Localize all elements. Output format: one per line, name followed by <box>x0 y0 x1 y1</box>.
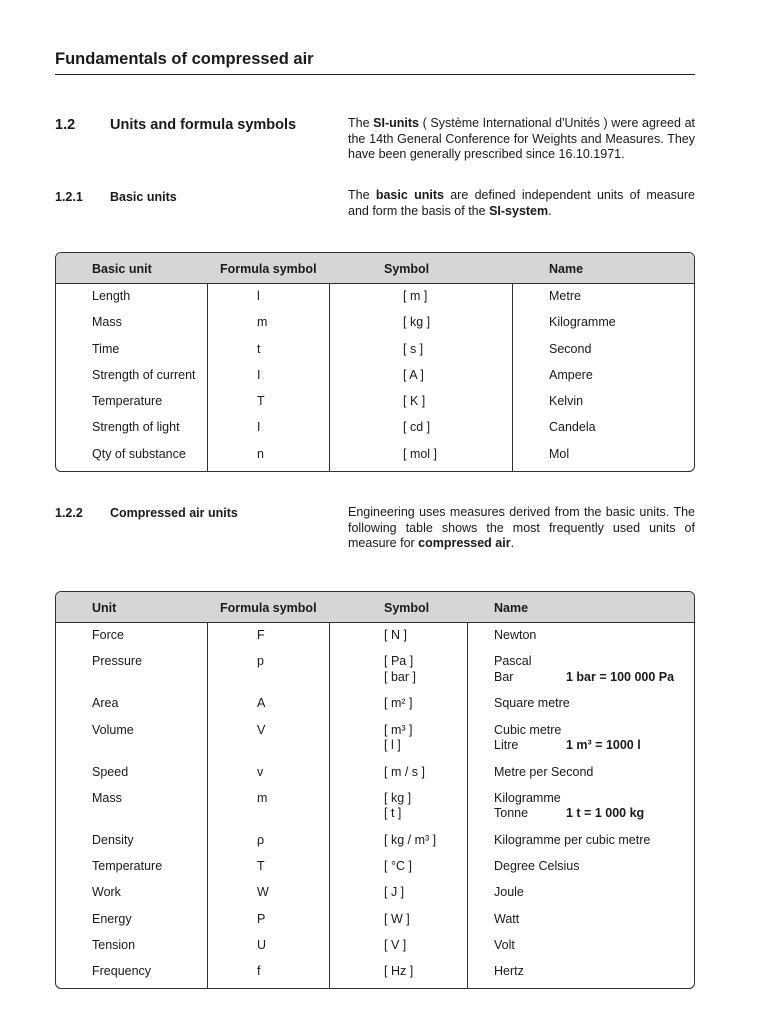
table-cell: Newton <box>494 628 537 642</box>
bold-term: SI-units <box>373 116 420 130</box>
table-row <box>56 718 694 760</box>
text: Engineering uses measures derived from the basic units. The following table shows the most frequently used units of measure for <box>348 505 695 550</box>
table-row <box>56 691 694 717</box>
conversion-note: 1 bar = 100 000 Pa <box>566 669 675 684</box>
table-cell: Ampere <box>549 367 593 382</box>
table-cell: Cubic metre <box>494 722 562 737</box>
table-cell: Temperature <box>92 394 163 409</box>
table-cell: p <box>257 654 264 669</box>
table-row <box>56 760 694 786</box>
text: The <box>348 188 376 202</box>
table-header <box>56 592 694 623</box>
table-cell: [ W ] <box>384 911 410 926</box>
conversion-note: 1 t = 1 000 kg <box>566 806 645 821</box>
bold-term: SI-system <box>489 203 549 218</box>
table-cell: Strength of current <box>92 367 196 382</box>
table-cell: Length <box>92 289 131 303</box>
table-cell: [ A ] <box>403 367 424 382</box>
si-units-paragraph <box>348 116 695 163</box>
text: ( Système International d'Unités ) were agreed at the 14th General Conference for Weights and Measures. They have been generally prescribed since 16.10.1971. <box>348 116 695 161</box>
table-cell: P <box>257 911 266 926</box>
section-title: Units and formula symbols <box>110 117 297 133</box>
table-cell: Volume <box>92 722 134 737</box>
table-cell: Temperature <box>92 859 163 874</box>
table-row <box>56 933 694 959</box>
table-cell: Bar <box>494 669 514 684</box>
table-body <box>56 284 694 468</box>
table-row <box>56 442 694 468</box>
table-row <box>56 649 694 691</box>
table-cell: Tension <box>92 938 136 953</box>
table-cell: [ J ] <box>384 885 405 900</box>
conversion-note: 1 m³ = 1000 l <box>566 738 641 753</box>
table-cell: Second <box>549 341 592 356</box>
column-header: Formula symbol <box>220 601 317 615</box>
table-row <box>56 959 694 985</box>
table-row <box>56 786 694 828</box>
subsection-number: 1.2.2 <box>55 506 83 520</box>
compressed-air-units-table <box>55 591 695 989</box>
basic-units-table <box>55 252 695 472</box>
table-row <box>56 880 694 906</box>
table-cell: Time <box>92 341 120 356</box>
table-cell: Energy <box>92 911 132 926</box>
table-row <box>56 389 694 415</box>
table-cell: Joule <box>494 885 524 900</box>
table-cell: Tonne <box>494 806 529 821</box>
table-cell: Mass <box>92 790 122 805</box>
text: The <box>348 116 374 130</box>
title-rule <box>55 74 695 75</box>
table-cell: T <box>257 394 265 409</box>
table-cell: [ Pa ] <box>384 654 414 669</box>
table-cell: Kilogramme per cubic metre <box>494 832 651 847</box>
table-cell: m <box>257 315 268 330</box>
table-cell: [ kg / m³ ] <box>384 832 437 847</box>
table-cell: Watt <box>494 911 520 926</box>
table-cell: Hertz <box>494 964 524 979</box>
table-cell: [ m² ] <box>384 696 413 711</box>
table-cell: [ kg ] <box>403 315 431 330</box>
table-cell: I <box>257 367 261 382</box>
table-cell: f <box>257 964 261 979</box>
table-cell: T <box>257 859 265 874</box>
table-cell: Volt <box>494 938 515 953</box>
column-header: Formula symbol <box>220 262 317 276</box>
column-header: Name <box>494 601 529 615</box>
table-cell: Kilogramme <box>549 315 616 330</box>
table-cell: [ bar ] <box>384 669 416 684</box>
table-cell: [ K ] <box>403 394 426 409</box>
table-row <box>56 337 694 363</box>
column-header: Symbol <box>384 262 430 276</box>
table-cell: Candela <box>549 420 596 435</box>
table-cell: Metre per Second <box>494 764 594 779</box>
subsection-number: 1.2.1 <box>55 190 83 204</box>
table-cell: Litre <box>494 738 519 753</box>
table-cell: Qty of substance <box>92 446 186 461</box>
table-row <box>56 310 694 336</box>
bold-term: compressed air <box>418 536 511 550</box>
table-cell: Mol <box>549 446 570 461</box>
table-cell: Speed <box>92 764 129 779</box>
table-row <box>56 623 694 649</box>
table-row <box>56 854 694 880</box>
table-cell: I <box>257 420 261 435</box>
table-cell: Pressure <box>92 654 143 669</box>
table-cell: ρ <box>257 832 265 847</box>
text: . <box>548 203 552 218</box>
table-cell: A <box>257 696 266 711</box>
column-header: Symbol <box>384 601 430 615</box>
table-body <box>56 623 694 986</box>
column-header: Basic unit <box>92 262 152 276</box>
table-cell: Frequency <box>92 964 152 979</box>
page-title: Fundamentals of compressed air <box>55 50 314 68</box>
table-cell: Pascal <box>494 654 532 669</box>
table-cell: [ s ] <box>403 341 424 356</box>
table-cell: n <box>257 446 264 461</box>
table-cell: Force <box>92 628 124 642</box>
column-header: Name <box>549 262 584 276</box>
table-cell: [ t ] <box>384 806 402 821</box>
subsection-title: Compressed air units <box>110 506 238 520</box>
table-cell: Work <box>92 885 121 900</box>
table-cell: t <box>257 341 261 356</box>
table-cell: Metre <box>549 289 581 303</box>
table-cell: m <box>257 790 268 805</box>
table-cell: Density <box>92 832 134 847</box>
table-cell: v <box>257 764 264 779</box>
table-cell: Kilogramme <box>494 790 561 805</box>
table-cell: Degree Celsius <box>494 859 580 874</box>
table-cell: Mass <box>92 315 122 330</box>
table-cell: W <box>257 885 269 900</box>
table-cell: Area <box>92 696 119 711</box>
table-header <box>56 253 694 284</box>
table-cell: [ V ] <box>384 938 407 953</box>
basic-units-paragraph <box>348 188 695 219</box>
bold-term: basic units <box>375 188 444 202</box>
table-cell: [ m ] <box>403 289 428 303</box>
section-number: 1.2 <box>55 117 76 133</box>
table-row <box>56 907 694 933</box>
text: are defined independent units of measure and form the basis of the <box>348 188 695 218</box>
table-row <box>56 828 694 854</box>
text: . <box>510 536 515 550</box>
table-cell: [ mol ] <box>403 446 438 461</box>
table-cell: F <box>257 628 265 642</box>
compressed-air-paragraph <box>348 505 695 552</box>
column-header: Unit <box>92 601 117 615</box>
table-cell: Kelvin <box>549 394 584 409</box>
table-row <box>56 284 694 310</box>
table-cell: [ l ] <box>384 738 401 753</box>
table-cell: [ kg ] <box>384 790 412 805</box>
table-cell: [ Hz ] <box>384 964 414 979</box>
table-cell: [ m / s ] <box>384 764 425 779</box>
table-cell: l <box>257 289 260 303</box>
subsection-title: Basic units <box>110 190 177 204</box>
table-cell: [ m³ ] <box>384 722 413 737</box>
table-row <box>56 363 694 389</box>
table-cell: Strength of light <box>92 420 180 435</box>
table-cell: [ N ] <box>384 628 407 642</box>
table-cell: U <box>257 938 267 953</box>
table-row <box>56 415 694 441</box>
table-cell: [ °C ] <box>384 859 412 874</box>
table-cell: [ cd ] <box>403 420 431 435</box>
table-cell: V <box>257 722 266 737</box>
table-cell: Square metre <box>494 696 570 711</box>
